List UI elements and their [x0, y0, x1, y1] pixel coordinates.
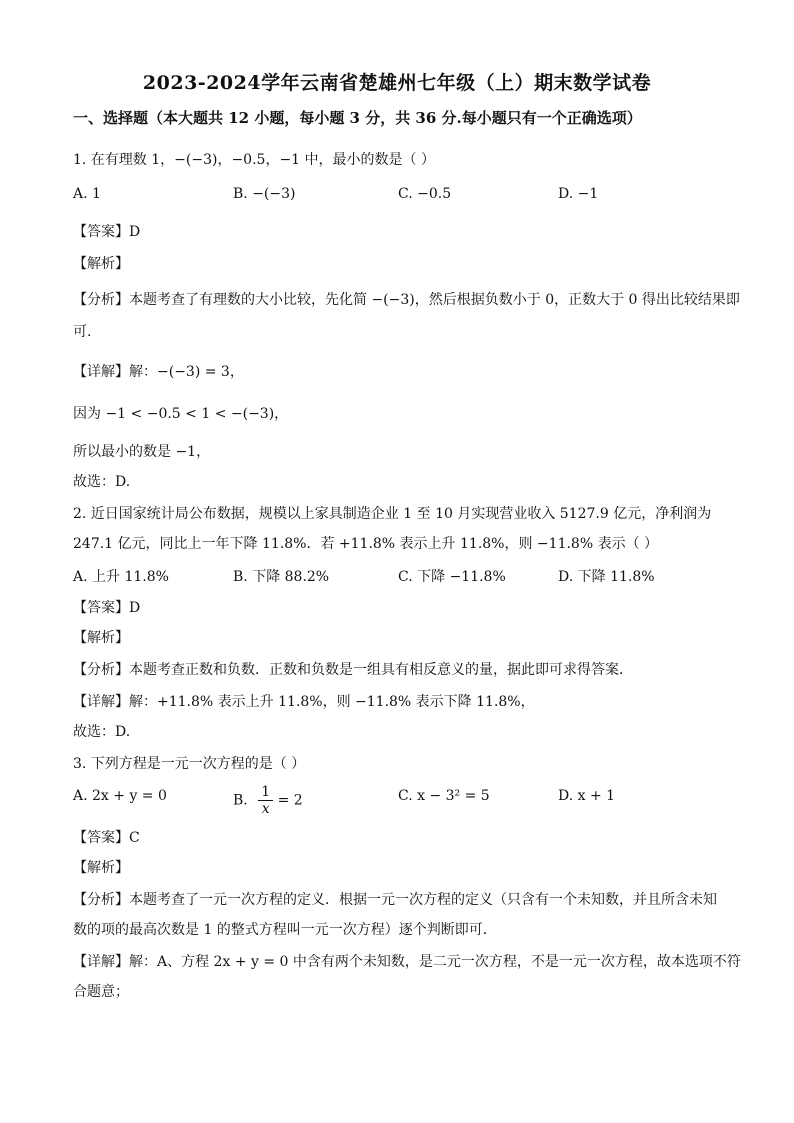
q1-option-c: C. −0.5	[398, 186, 452, 202]
q3-jiexi-label: 【解析】	[73, 860, 129, 876]
q1-detail-line-2: 因为 −1 < −0.5 < 1 < −(−3)，	[73, 406, 289, 422]
q1-analysis-line-2: 可.	[73, 324, 92, 340]
q1-answer: 【答案】D	[73, 224, 141, 240]
q3-option-b-rest: = 2	[277, 792, 303, 809]
q2-detail: 【详解】解：+11.8% 表示上升 11.8%，则 −11.8% 表示下降 11.8%，	[73, 694, 535, 710]
q3-analysis-line-1: 【分析】本题考查了一元一次方程的定义．根据一元一次方程的定义（只含有一个未知数，并且所含未知	[73, 892, 717, 908]
page-title: 2023-2024学年云南省楚雄州七年级（上）期末数学试卷	[142, 72, 652, 94]
q1-analysis-line-1: 【分析】本题考查了有理数的大小比较，先化简 −(−3)，然后根据负数小于 0，正数大于 0 得出比较结果即	[73, 292, 740, 308]
q2-choose: 故选：D.	[73, 724, 131, 740]
q2-option-b: B. 下降 88.2%	[233, 569, 330, 585]
q2-jiexi-label: 【解析】	[73, 630, 129, 646]
question-2-options	[73, 566, 733, 588]
q3-option-b-numerator: 1	[258, 784, 273, 801]
q3-answer: 【答案】C	[73, 830, 140, 846]
q3-option-d: D. x + 1	[558, 788, 616, 804]
q1-detail-line-3: 所以最小的数是 −1，	[73, 444, 211, 460]
q2-answer: 【答案】D	[73, 600, 141, 616]
q1-option-a: A. 1	[73, 186, 101, 202]
q1-option-b: B. −(−3)	[233, 186, 296, 202]
q3-option-b	[233, 784, 303, 817]
question-2-stem-line-1: 2. 近日国家统计局公布数据，规模以上家具制造企业 1 至 10 月实现营业收入 5127.9 亿元，净利润为	[73, 506, 712, 522]
question-2-stem-line-2: 247.1 亿元，同比上一年下降 11.8%．若 +11.8% 表示上升 11.8%，则 −11.8% 表示（ ）	[73, 536, 659, 552]
q3-detail-line-1: 【详解】解：A、方程 2x + y = 0 中含有两个未知数，是二元一次方程，不是一元一次方程，故本选项不符	[73, 954, 741, 970]
section-heading-choice: 一、选择题（本大题共 12 小题，每小题 3 分，共 36 分.每小题只有一个正确选项）	[73, 109, 642, 127]
question-3-stem: 3. 下列方程是一元一次方程的是（ ）	[73, 756, 306, 772]
q2-option-c: C. 下降 −11.8%	[398, 569, 506, 585]
q3-option-b-label: B.	[233, 792, 248, 809]
q2-option-d: D. 下降 11.8%	[558, 569, 655, 585]
q1-detail-line-1: 【详解】解：−(−3) = 3，	[73, 364, 244, 380]
question-1-stem: 1. 在有理数 1，−(−3)，−0.5，−1 中，最小的数是（ ）	[73, 152, 435, 168]
q3-detail-line-2: 合题意；	[73, 984, 129, 1000]
question-1-options	[73, 186, 733, 208]
q3-analysis-line-2: 数的项的最高次数是 1 的整式方程叫一元一次方程）逐个判断即可．	[73, 922, 497, 938]
q2-option-a: A. 上升 11.8%	[73, 569, 169, 585]
q1-choose: 故选：D.	[73, 474, 131, 490]
q3-option-b-fraction	[258, 784, 273, 817]
q1-jiexi-label: 【解析】	[73, 256, 129, 272]
q3-option-c: C. x − 3² = 5	[398, 788, 490, 804]
q1-option-d: D. −1	[558, 186, 599, 202]
q3-option-a: A. 2x + y = 0	[73, 788, 167, 804]
q2-analysis: 【分析】本题考查正数和负数．正数和负数是一组具有相反意义的量，据此即可求得答案．	[73, 662, 633, 678]
question-3-options	[73, 784, 733, 824]
q3-option-b-denominator: x	[261, 801, 270, 817]
